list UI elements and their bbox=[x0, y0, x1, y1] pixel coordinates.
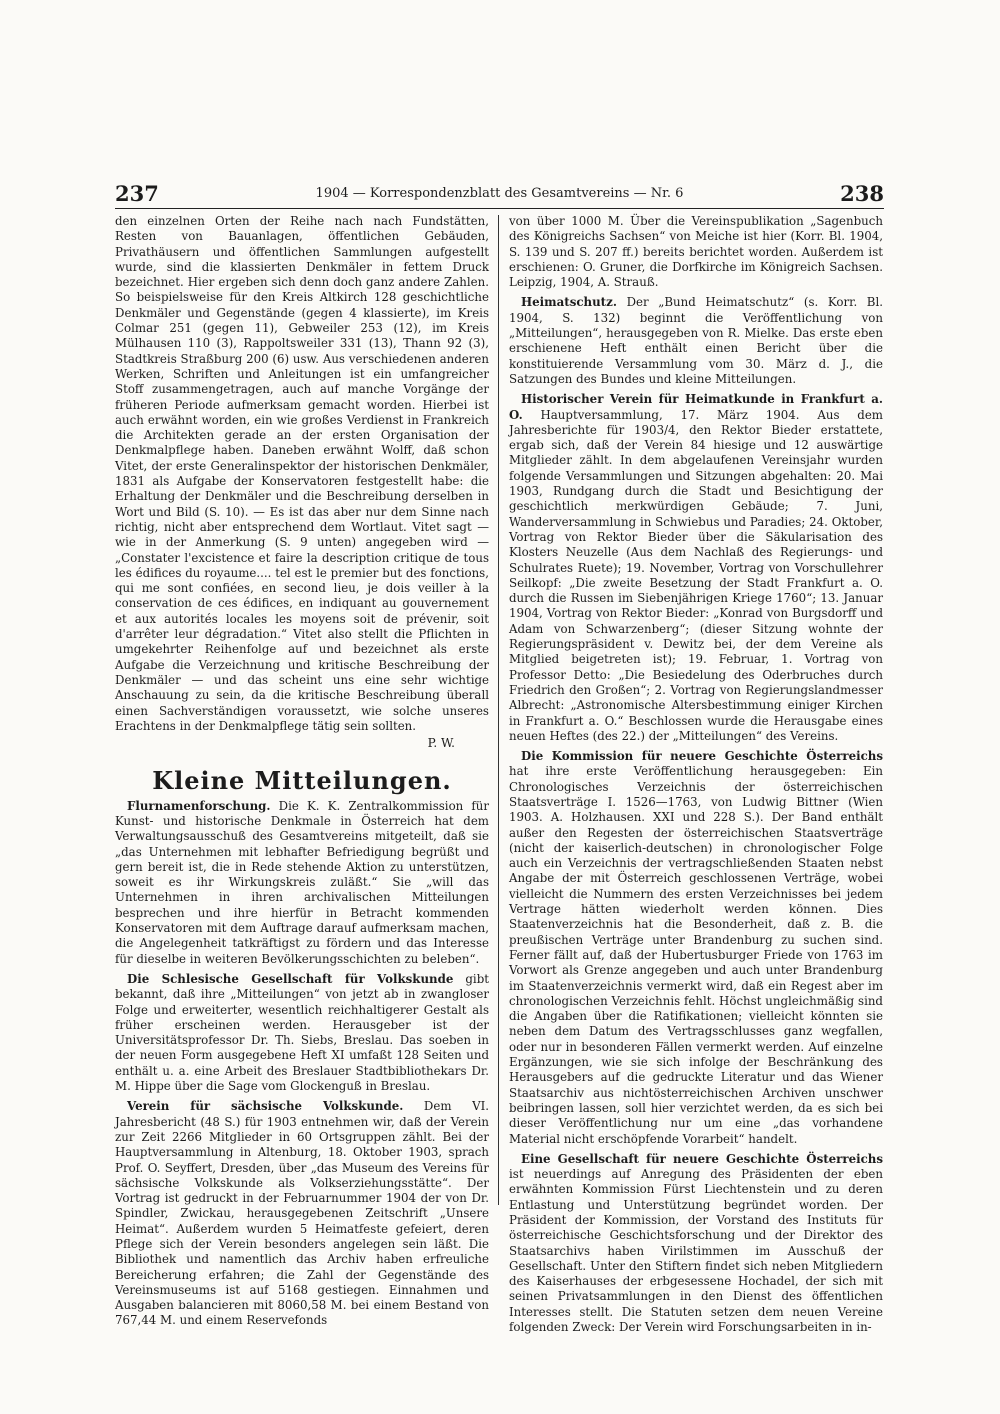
article-heading: Heimatschutz. bbox=[521, 295, 617, 310]
article-body: gibt bekannt, daß ihre „Mitteilungen“ von jetzt ab in zwangloser Folge und erweiterter, wesentlich reichhaltigerer Gestalt als früher erscheinen werden. Herausgeber ist der Universitätsprofessor Dr. Th. Siebs, Breslau. Das soeben in der neuen Form ausgegebene Heft XI umfaßt 128 Seiten und enthält u. a. eine Arbeit des Breslauer Stadtbibliothekars Dr. M. Hippe über die Sage vom Glockenguß in Breslau. bbox=[115, 971, 489, 1094]
article-heading: Historischer Verein für Heimatkunde in Frankfurt a. O. bbox=[509, 392, 883, 422]
article-body: hat ihre erste Veröffentlichung herausgegeben: Ein Chronologisches Verzeichnis der österreichischen Staatsverträge I. 1526—1763, von Ludwig Bittner (Wien 1903. A. Holzhausen. XXI und 228 S.). Der Band enthält außer den Regesten der österreichischen Staatsverträge (nicht der kaiserlich-deutschen) in chronologischer Folge auch ein Verzeichnis der vertragschließenden Staaten nebst Angabe der mit Österreich geschlossenen Verträge, wobei vielleicht die Nummern des ersten Verzeichnisses bei jedem Vertrage hätten wiederholt werden können. Dies Staatenverzeichnis hat die Besonderheit, daß z. B. die preußischen Verträge unter Brandenburg zu suchen sind. Ferner fällt auf, daß der Hubertusburger Friede von 1763 im Vorwort als Grenze angegeben und auch unter Brandenburg im Staatenverzeichnis vermerkt wird, daß ein Regest aber im chronologischen Verzeichnis fehlt. Höchst ungleichmäßig sind die Angaben über die Ratifikationen; vielleicht könnten sie neben dem Datum des Vertragsschlusses ganz wegfallen, oder nur in besonderen Fällen vermerkt werden. Auf einzelne Ergänzungen, wie sie sich infolge der Beschränkung des Herausgebers auf die gedruckte Literatur und das Wiener Staatsarchiv aus nichtösterreichischen Archiven unschwer beibringen lassen, soll hier verzichtet werden, da es sich bei dieser Veröffentlichung nur um eine „das vorhandene Material nicht erschöpfende Vorarbeit“ handelt. bbox=[509, 764, 883, 1146]
article-kommission bbox=[509, 749, 883, 1147]
article-verein-volkskunde bbox=[115, 1099, 489, 1328]
article-heading: Die Kommission für neuere Geschichte Österreichs bbox=[521, 749, 883, 764]
column-divider bbox=[498, 215, 499, 1205]
article-body: Die K. K. Zentralkommission für Kunst- und historische Denkmale in Österreich hat dem Verwaltungsausschuß des Gesamtvereins mitgeteilt, daß sie „das Unternehmen mit lebhafter Befriedigung begrüßt und gern bereit ist, die in Rede stehende Aktion zu unterstützen, soweit es ihr Wirkungskreis zuläßt.“ Sie „will das Unternehmen in ihren archivalischen Mitteilungen besprechen und ihre hierfür in Betracht kommenden Konservatoren mit dem Auftrage darauf aufmerksam machen, die Angelegenheit tatkräftigst zu fördern und das Interesse für dieselbe in weiteren Bevölkerungsschichten zu beleben“. bbox=[115, 798, 489, 966]
article-body: Der „Bund Heimatschutz“ (s. Korr. Bl. 1904, S. 132) beginnt die Veröffentlichung von „Mitteilungen“, herausgegeben von R. Mielke. Das erste eben erschienene Heft enthält einen Bericht über die konstituierende Versammlung vom 30. März d. J., die Satzungen des Bundes und kleine Mitteilungen. bbox=[509, 295, 883, 386]
article-body: ist neuerdings auf Anregung des Präsidenten der eben erwähnten Kommission Fürst Liechtenstein und zu deren Entlastung und Unterstützung begründet worden. Der Präsident der Kommission, der Vorstand des Instituts für österreichische Geschichtsforschung und der Direktor des Staatsarchivs haben Virilstimmen im Ausschuß der Gesellschaft. Unter den Stiftern findet sich neben Mitgliedern des Kaiserhauses der erbgesessene Hochadel, der sich mit seinen Privatsammlungen in den Dienst des öffentlichen Interesses stellt. Die Statuten setzen dem neuen Vereine folgenden Zweck: Der Verein wird Forschungsarbeiten in in- bbox=[509, 1167, 883, 1335]
article-body: Hauptversammlung, 17. März 1904. Aus dem Jahresberichte für 1903/4, den Rektor Bieder erstattete, ergab sich, daß der Verein 84 hiesige und 12 auswärtige Mitglieder zählt. In dem abgelaufenen Vereinsjahr wurden folgende Versammlungen und Sitzungen abgehalten: 20. Mai 1903, Rundgang durch die Stadt und Besichtigung der geschichtlich merkwürdigen Gebäude; 7. Juni, Wanderversammlung in Schwiebus und Paradies; 24. Oktober, Vortrag von Rektor Bieder über die Säkularisation des Klosters Neuzelle (Aus dem Nachlaß des Regierungs- und Schulrates Ruete); 19. November, Vortrag von Vorschullehrer Seilkopf: „Die zweite Besetzung der Stadt Frankfurt a. O. durch die Russen im Siebenjährigen Kriege 1760“; 13. Januar 1904, Vortrag von Rektor Bieder: „Konrad von Burgsdorff und Adam von Schwarzenberg“; (dieser Sitzung wohnte der Regierungspräsident v. Dewitz bei, der dem Vereine als Mitglied beigetreten ist); 19. Februar, 1. Vortrag von Professor Detto: „Die Besiedelung des Oderbruches durch Friedrich den Großen“; 2. Vortrag von Regierungslandmesser Albrecht: „Astronomische Altersbestimmung einiger Kirchen in Frankfurt a. O.“ Beschlossen wurde die Herausgabe eines neuen Heftes (des 22.) der „Mitteilungen“ des Vereins. bbox=[509, 407, 883, 743]
article-heading: Verein für sächsische Volkskunde. bbox=[127, 1099, 404, 1114]
article-heading: Eine Gesellschaft für neuere Geschichte Österreichs bbox=[521, 1151, 883, 1166]
left-column bbox=[115, 214, 489, 1329]
article-heading: Die Schlesische Gesellschaft für Volkskunde bbox=[127, 971, 454, 986]
article-schlesische bbox=[115, 972, 489, 1094]
article-heading: Flurnamenforschung. bbox=[127, 798, 271, 813]
continued-paragraph: den einzelnen Orten der Reihe nach nach Fundstätten, Resten von Bauanlagen, öffentlichen Gebäuden, Privathäusern und öffentlichen Sammlungen aufgestellt wurde, sind die klassierten Denkmäler in fettem Druck bezeichnet. Hier ergeben sich denn doch ganz andere Zahlen. So beispielsweise für den Kreis Altkirch 128 geschichtliche Denkmäler und Gegenstände (gegen 4 klassierte), im Kreis Colmar 251 (gegen 11), Gebweiler 253 (12), im Kreis Mülhausen 110 (3), Rappoltsweiler 331 (13), Thann 92 (3), Stadtkreis Straßburg 200 (6) usw. Aus verschiedenen anderen Werken, Schriften und Anleitungen ist ein umfangreicher Stoff zusammengetragen, auch auf manche Vorgänge der früheren Periode aufmerksam gemacht worden. Hierbei ist auch erwähnt worden, ein wie großes Verdienst in Frankreich die Architekten gerade an der ersten Organisation der Denkmalpflege haben. Daneben erwähnt Wolff, daß schon Vitet, der erste Generalinspektor der historischen Denkmäler, 1831 als Aufgabe der Konservatoren festgestellt habe: die Erhaltung der Denkmäler und die Beschreibung derselben in Wort und Bild (S. 10). — Es ist das aber nur dem Sinne nach richtig, nicht aber entsprechend dem Wortlaut. Vitet sagt — wie in der Anmerkung (S. 9 unten) angegeben wird — „Constater l'excistence et faire la description critique de tous les édifices du royaume.... tel est le premier but des fonctions, qui me sont confiées, en second lieu, je dois veiller à la conservation de ces édifices, en indiquant au gouvernement et aux autorités locales les moyens soit de prévenir, soit d'arrêter leur dégradation.“ Vitet also stellt die Pflichten in umgekehrter Reihenfolge auf und bezeichnet als erste Aufgabe die Verzeichnung und kritische Beschreibung der Denkmäler — und das scheint uns eine sehr wichtige Anschauung zu sein, da die kritische Beschreibung überall einen Sachverständigen voraussetzt, wie solche unseres Erachtens in der Denkmalpflege tätig sein sollten. bbox=[115, 214, 489, 733]
continued-paragraph: von über 1000 M. Über die Vereinspublikation „Sagenbuch des Königreichs Sachsen“ von Meiche ist hier (Korr. Bl. 1904, S. 139 und S. 207 ff.) bereits berichtet worden. Außerdem ist erschienen: O. Gruner, die Dorfkirche im Königreich Sachsen. Leipzig, 1904, A. Strauß. bbox=[509, 214, 883, 290]
page-number-right: 238 bbox=[840, 181, 884, 206]
section-title: Kleine Mitteilungen. bbox=[152, 766, 452, 796]
page-number-left: 237 bbox=[115, 181, 159, 206]
article-gesellschaft bbox=[509, 1152, 883, 1336]
article-historischer-verein bbox=[509, 392, 883, 744]
article-heimatschutz bbox=[509, 295, 883, 387]
article-body: Dem VI. Jahresbericht (48 S.) für 1903 entnehmen wir, daß der Verein zur Zeit 2266 Mitglieder in 60 Ortsgruppen zählt. Bei der Hauptversammlung in Altenburg, 18. Oktober 1903, sprach Prof. O. Seyffert, Dresden, über „das Museum des Vereins für sächsische Volkskunde als Volkserziehungsstätte“. Der Vortrag ist gedruckt in der Februarnummer 1904 der von Dr. Spindler, Zwickau, herausgegebenen Zeitschrift „Unsere Heimat“. Außerdem wurden 5 Heimatfeste gefeiert, deren Pflege sich der Verein besonders angelegen sein läßt. Die Bibliothek und namentlich das Archiv haben erfreuliche Bereicherung erfahren; die Zahl der Gegenstände des Vereinsmuseums ist auf 5168 gestiegen. Einnahmen und Ausgaben balancieren mit 8060,58 M. bei einem Bestand von 767,44 M. und einem Reservefonds bbox=[115, 1099, 490, 1328]
article-flurnamen bbox=[115, 799, 489, 967]
right-column bbox=[509, 214, 883, 1335]
header-rule bbox=[115, 208, 884, 209]
running-title: 1904 — Korrespondenzblatt des Gesamtvereins — Nr. 6 bbox=[315, 186, 684, 201]
signature: P. W. bbox=[427, 736, 455, 751]
page-header bbox=[115, 181, 884, 211]
